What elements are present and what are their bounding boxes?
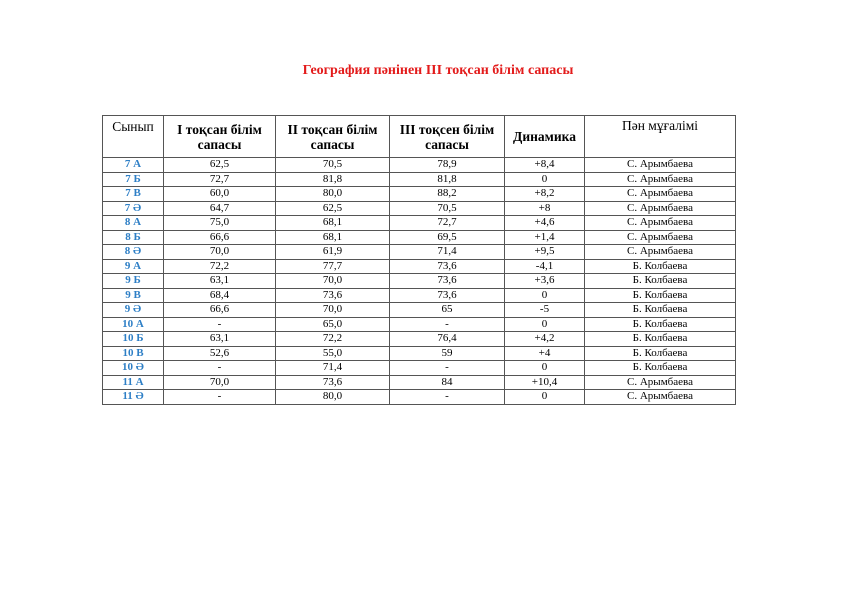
class-cell: 8 Ә <box>103 245 164 260</box>
class-cell: 7 В <box>103 187 164 202</box>
quarter-1-cell: 72,2 <box>164 259 276 274</box>
table-row <box>103 346 736 361</box>
teacher-cell: С. Арымбаева <box>585 375 736 390</box>
table-row <box>103 245 736 260</box>
dynamics-cell: 0 <box>505 361 585 376</box>
quarter-3-cell: 84 <box>390 375 505 390</box>
teacher-cell: С. Арымбаева <box>585 187 736 202</box>
class-cell: 7 Б <box>103 172 164 187</box>
quarter-2-cell: 71,4 <box>276 361 390 376</box>
table-header-row <box>103 116 736 158</box>
class-cell: 9 Ә <box>103 303 164 318</box>
dynamics-cell: +4 <box>505 346 585 361</box>
class-cell: 10 Ә <box>103 361 164 376</box>
teacher-cell: С. Арымбаева <box>585 201 736 216</box>
table-row <box>103 332 736 347</box>
class-cell: 10 Б <box>103 332 164 347</box>
dynamics-cell: +8,4 <box>505 158 585 173</box>
dynamics-cell: -5 <box>505 303 585 318</box>
class-cell: 9 Б <box>103 274 164 289</box>
quarter-1-cell: 75,0 <box>164 216 276 231</box>
quarter-1-cell: 63,1 <box>164 274 276 289</box>
table-row <box>103 187 736 202</box>
class-cell: 11 Ә <box>103 390 164 405</box>
table-row <box>103 230 736 245</box>
header-quarter-3: III тоқсен білім сапасы <box>390 116 505 158</box>
teacher-cell: С. Арымбаева <box>585 230 736 245</box>
quarter-2-cell: 65,0 <box>276 317 390 332</box>
quarter-1-cell: - <box>164 317 276 332</box>
quarter-3-cell: - <box>390 361 505 376</box>
class-cell: 10 В <box>103 346 164 361</box>
document-title: География пәнінен III тоқсан білім сапасы <box>302 63 574 78</box>
teacher-cell: С. Арымбаева <box>585 390 736 405</box>
table-row <box>103 274 736 289</box>
teacher-cell: Б. Колбаева <box>585 332 736 347</box>
quarter-3-cell: - <box>390 317 505 332</box>
quarter-1-cell: 70,0 <box>164 245 276 260</box>
quarter-2-cell: 80,0 <box>276 187 390 202</box>
quarter-1-cell: 70,0 <box>164 375 276 390</box>
class-cell: 7 Ә <box>103 201 164 216</box>
quarter-1-cell: 72,7 <box>164 172 276 187</box>
grade-quality-table <box>102 115 736 405</box>
quarter-1-cell: 63,1 <box>164 332 276 347</box>
quarter-2-cell: 70,0 <box>276 303 390 318</box>
teacher-cell: Б. Колбаева <box>585 259 736 274</box>
quarter-1-cell: 64,7 <box>164 201 276 216</box>
dynamics-cell: +1,4 <box>505 230 585 245</box>
class-cell: 7 А <box>103 158 164 173</box>
header-quarter-1: I тоқсан білім сапасы <box>164 116 276 158</box>
quarter-1-cell: 60,0 <box>164 187 276 202</box>
dynamics-cell: -4,1 <box>505 259 585 274</box>
quarter-3-cell: 76,4 <box>390 332 505 347</box>
dynamics-cell: +8 <box>505 201 585 216</box>
table-body <box>103 158 736 405</box>
quarter-2-cell: 70,5 <box>276 158 390 173</box>
dynamics-cell: 0 <box>505 390 585 405</box>
dynamics-cell: 0 <box>505 317 585 332</box>
teacher-cell: Б. Колбаева <box>585 317 736 332</box>
teacher-cell: Б. Колбаева <box>585 361 736 376</box>
table-row <box>103 172 736 187</box>
dynamics-cell: +8,2 <box>505 187 585 202</box>
class-cell: 11 А <box>103 375 164 390</box>
quarter-2-cell: 70,0 <box>276 274 390 289</box>
quarter-3-cell: 73,6 <box>390 259 505 274</box>
quarter-3-cell: 59 <box>390 346 505 361</box>
header-class: Сынып <box>103 116 164 158</box>
quarter-2-cell: 80,0 <box>276 390 390 405</box>
quarter-1-cell: - <box>164 361 276 376</box>
teacher-cell: Б. Колбаева <box>585 274 736 289</box>
dynamics-cell: +9,5 <box>505 245 585 260</box>
dynamics-cell: +10,4 <box>505 375 585 390</box>
quarter-2-cell: 73,6 <box>276 375 390 390</box>
quarter-2-cell: 62,5 <box>276 201 390 216</box>
teacher-cell: Б. Колбаева <box>585 303 736 318</box>
teacher-cell: С. Арымбаева <box>585 216 736 231</box>
table-row <box>103 317 736 332</box>
class-cell: 9 А <box>103 259 164 274</box>
quarter-3-cell: 72,7 <box>390 216 505 231</box>
teacher-cell: Б. Колбаева <box>585 288 736 303</box>
quarter-1-cell: - <box>164 390 276 405</box>
class-cell: 10 А <box>103 317 164 332</box>
class-cell: 8 А <box>103 216 164 231</box>
table-row <box>103 390 736 405</box>
table-row <box>103 158 736 173</box>
table-row <box>103 201 736 216</box>
quarter-2-cell: 72,2 <box>276 332 390 347</box>
quarter-3-cell: 73,6 <box>390 274 505 289</box>
quarter-2-cell: 61,9 <box>276 245 390 260</box>
quarter-1-cell: 62,5 <box>164 158 276 173</box>
quarter-2-cell: 68,1 <box>276 230 390 245</box>
teacher-cell: Б. Колбаева <box>585 346 736 361</box>
dynamics-cell: +4,2 <box>505 332 585 347</box>
quarter-3-cell: 70,5 <box>390 201 505 216</box>
quarter-3-cell: 88,2 <box>390 187 505 202</box>
header-quarter-2: II тоқсан білім сапасы <box>276 116 390 158</box>
dynamics-cell: +4,6 <box>505 216 585 231</box>
teacher-cell: С. Арымбаева <box>585 158 736 173</box>
quarter-2-cell: 73,6 <box>276 288 390 303</box>
dynamics-cell: 0 <box>505 172 585 187</box>
dynamics-cell: 0 <box>505 288 585 303</box>
dynamics-cell: +3,6 <box>505 274 585 289</box>
quarter-3-cell: - <box>390 390 505 405</box>
quarter-1-cell: 66,6 <box>164 303 276 318</box>
quarter-3-cell: 71,4 <box>390 245 505 260</box>
teacher-cell: С. Арымбаева <box>585 172 736 187</box>
class-cell: 9 В <box>103 288 164 303</box>
quarter-1-cell: 68,4 <box>164 288 276 303</box>
teacher-cell: С. Арымбаева <box>585 245 736 260</box>
quarter-3-cell: 69,5 <box>390 230 505 245</box>
quarter-2-cell: 77,7 <box>276 259 390 274</box>
table-row <box>103 303 736 318</box>
quarter-1-cell: 66,6 <box>164 230 276 245</box>
quarter-1-cell: 52,6 <box>164 346 276 361</box>
class-cell: 8 Б <box>103 230 164 245</box>
header-teacher: Пән мұғалімі <box>585 116 736 158</box>
table-row <box>103 288 736 303</box>
quarter-3-cell: 73,6 <box>390 288 505 303</box>
table-row <box>103 361 736 376</box>
quarter-2-cell: 68,1 <box>276 216 390 231</box>
quarter-3-cell: 78,9 <box>390 158 505 173</box>
table-row <box>103 375 736 390</box>
table-row <box>103 216 736 231</box>
quarter-2-cell: 55,0 <box>276 346 390 361</box>
table-row <box>103 259 736 274</box>
header-dynamics: Динамика <box>505 116 585 158</box>
quarter-3-cell: 65 <box>390 303 505 318</box>
quarter-2-cell: 81,8 <box>276 172 390 187</box>
quarter-3-cell: 81,8 <box>390 172 505 187</box>
